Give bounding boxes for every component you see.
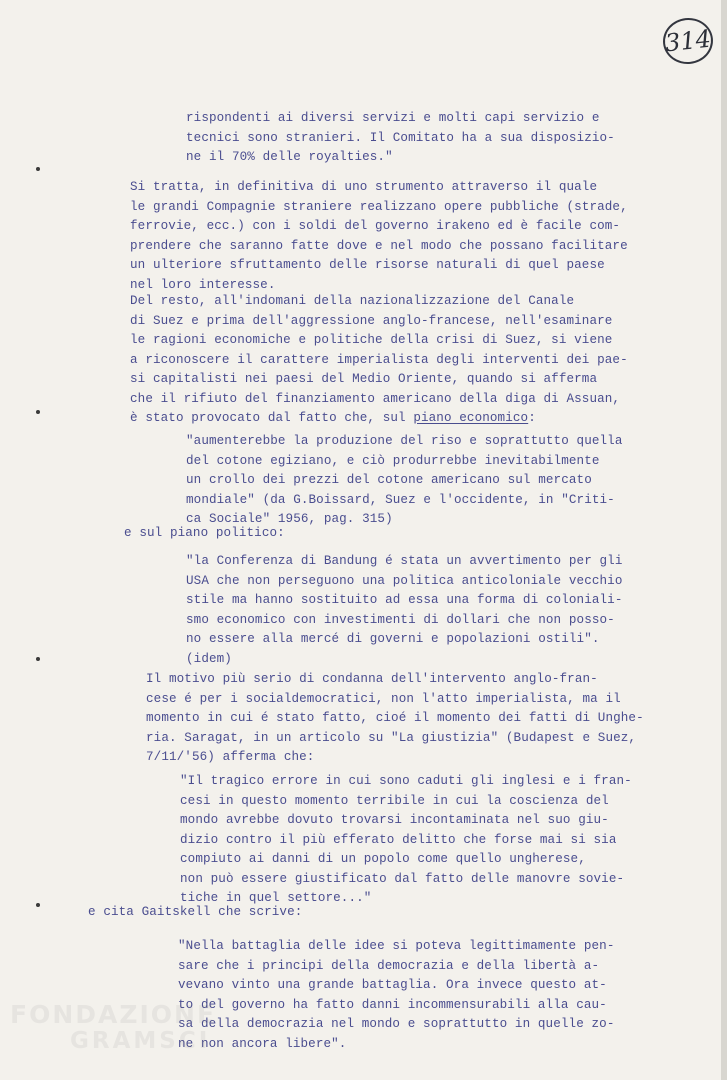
- paragraph-continuation: rispondenti ai diversi servizi e molti capi servizio e tecnici sono stranieri. Il Comitato ha a sua disposizio- ne il 70% delle royalties.": [186, 111, 615, 164]
- paragraph-compagnie: Si tratta, in definitiva di uno strumento attraverso il quale le grandi Compagnie straniere realizzano opere pubbliche (strade, ferrovie, ecc.) con i soldi del governo irakeno ed è facile com- prendere che saranno fatte dove e nel modo che possano facilitare un ulteriore sfruttamento delle risorse naturali di quel paese nel loro interesse.: [130, 180, 628, 292]
- scan-edge: [721, 0, 727, 1080]
- line-political: e sul piano politico:: [124, 526, 285, 540]
- quote-bandung: "la Conferenza di Bandung é stata un avvertimento per gli USA che non perseguono una politica anticoloniale vecchio stile ma hanno sostituito ad essa una forma di coloniali- smo economico con investimenti di dollari che non posso- no essere alla mercé di governi e popolazioni ostili". (idem): [186, 554, 623, 666]
- quote-economic: "aumenterebbe la produzione del riso e soprattutto quella del cotone egiziano, e ciò produrrebbe inevitabilmente un crollo dei prezzi del cotone americano sul mercato mondiale" (da G.Boissard, Suez e l'occidente, in "Criti- ca Sociale" 1956, pag. 315): [186, 434, 623, 526]
- paragraph-socialdemocratici: Il motivo più serio di condanna dell'intervento anglo-fran- cese é per i socialdemocratici, non l'atto imperialista, ma il momento in cui é stato fatto, cioé il momento dei fatti di Unghe- ria. Saragat, in un articolo su "La giustizia" (Budapest e Suez, 7/11/'56) afferma che:: [146, 672, 644, 764]
- paragraph-suez-end: :: [528, 411, 536, 425]
- margin-dot: [36, 903, 40, 907]
- quote-gaitskell: "Nella battaglia delle idee si poteva legittimamente pen- sare che i principi della democrazia e della libertà a- vevano vinto una grande battaglia. Ora invece questo at- to del governo ha fatto danni incommensurabili alla cau- sa della democrazia nel mondo e soprattutto in quelle zo- ne non ancora libere".: [178, 939, 615, 1051]
- line-gaitskell: e cita Gaitskell che scrive:: [88, 905, 303, 919]
- paragraph-suez-text: Del resto, all'indomani della nazionalizzazione del Canale di Suez e prima dell'aggressione anglo-francese, nell'esaminare le ragioni economiche e politiche della crisi di Suez, si viene a riconoscere il carattere imperialista degli interventi dei pae- si capitalisti nei paesi del Medio Oriente, quando si afferma che il rifiuto del finanziamento americano della diga di Assuan, è stato provocato dal fatto che, sul: [130, 294, 628, 425]
- page-number: [661, 16, 716, 67]
- underlined-phrase: piano economico: [413, 411, 529, 425]
- paragraph-suez: [130, 292, 628, 429]
- margin-dot: [36, 410, 40, 414]
- watermark-line-2: GRAMSCI: [70, 1028, 211, 1054]
- watermark: [10, 1002, 216, 1054]
- margin-dot: [36, 657, 40, 661]
- margin-dot: [36, 167, 40, 171]
- quote-saragat: "Il tragico errore in cui sono caduti gli inglesi e i fran- cesi in questo momento terribile in cui la coscienza del mondo avrebbe dovuto trovarsi incontaminata nel suo giu- dizio contro il più efferato delitto che forse mai si sia compiuto ai danni di un popolo come quello ungherese, non può essere giustificato dal fatto delle manovre sovie- tiche in quel settore...": [180, 774, 632, 905]
- watermark-line-1: FONDAZIONE: [10, 1000, 217, 1029]
- page-number-text: 314: [663, 24, 713, 58]
